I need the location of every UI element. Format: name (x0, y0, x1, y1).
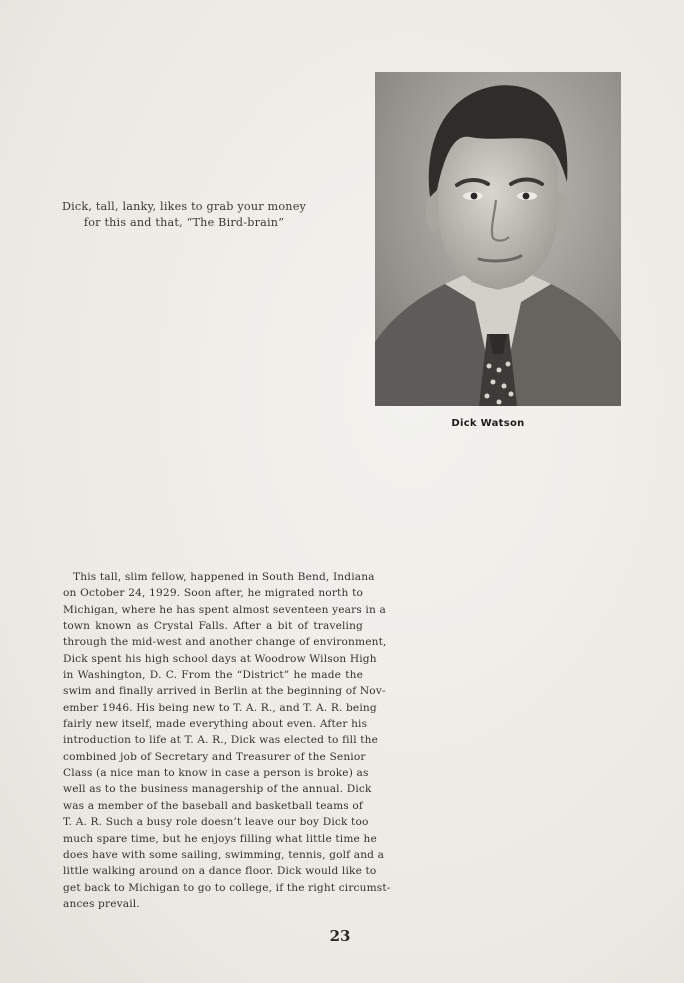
bio-line: through the mid-west and another change of environment, (63, 636, 387, 649)
bio-line: This tall, slim fellow, happened in South Bend, Indiana (73, 571, 375, 583)
quote-line: for this and that, “The Bird-brain” (83, 216, 285, 229)
bio-line: Michigan, where he has spent almost seventeen years in a (63, 603, 386, 616)
bio-line: Dick spent his high school days at Woodrow Wilson High (63, 652, 377, 665)
bio-line: fairly new itself, made everything about even. After his (63, 718, 368, 731)
bio-line: swim and finally arrived in Berlin at the beginning of Nov- (63, 685, 386, 698)
nickname-quote (40, 199, 328, 231)
bio-line: on October 24, 1929. Soon after, he migrated north to (63, 587, 363, 600)
portrait-illustration (375, 72, 621, 406)
bio-line: well as to the business managership of the annual. Dick (63, 783, 372, 796)
portrait-photo (375, 72, 621, 406)
bio-line: much spare time, but he enjoys filling what little time he (63, 832, 377, 845)
bio-line: does have with some sailing, swimming, tennis, golf and a (63, 848, 385, 861)
page-number: 23 (329, 927, 351, 945)
bio-line: combined job of Secretary and Treasurer of the Senior (63, 750, 366, 763)
bio-line: ember 1946. His being new to T. A. R., and T. A. R. being (63, 701, 377, 714)
bio-line: get back to Michigan to go to college, if the right circumst- (63, 881, 391, 894)
bio-line: in Washington, D. C. From the “District” he made the (63, 669, 363, 682)
bio-line: Class (a nice man to know in case a person is broke) as (63, 767, 369, 780)
bio-line: little walking around on a dance floor. Dick would like to (63, 865, 377, 878)
quote-line: Dick, tall, lanky, likes to grab your money (61, 200, 307, 213)
biography-paragraph (63, 569, 391, 912)
bio-line: was a member of the baseball and basketball teams of (63, 799, 363, 812)
bio-line: T. A. R. Such a busy role doesn’t leave our boy Dick too (63, 816, 369, 829)
bio-line: introduction to life at T. A. R., Dick was elected to fill the (63, 734, 379, 747)
bio-line: town known as Crystal Falls. After a bit of traveling (63, 620, 363, 633)
bio-line: ances prevail. (63, 897, 140, 910)
photo-caption: Dick Watson (451, 418, 525, 429)
